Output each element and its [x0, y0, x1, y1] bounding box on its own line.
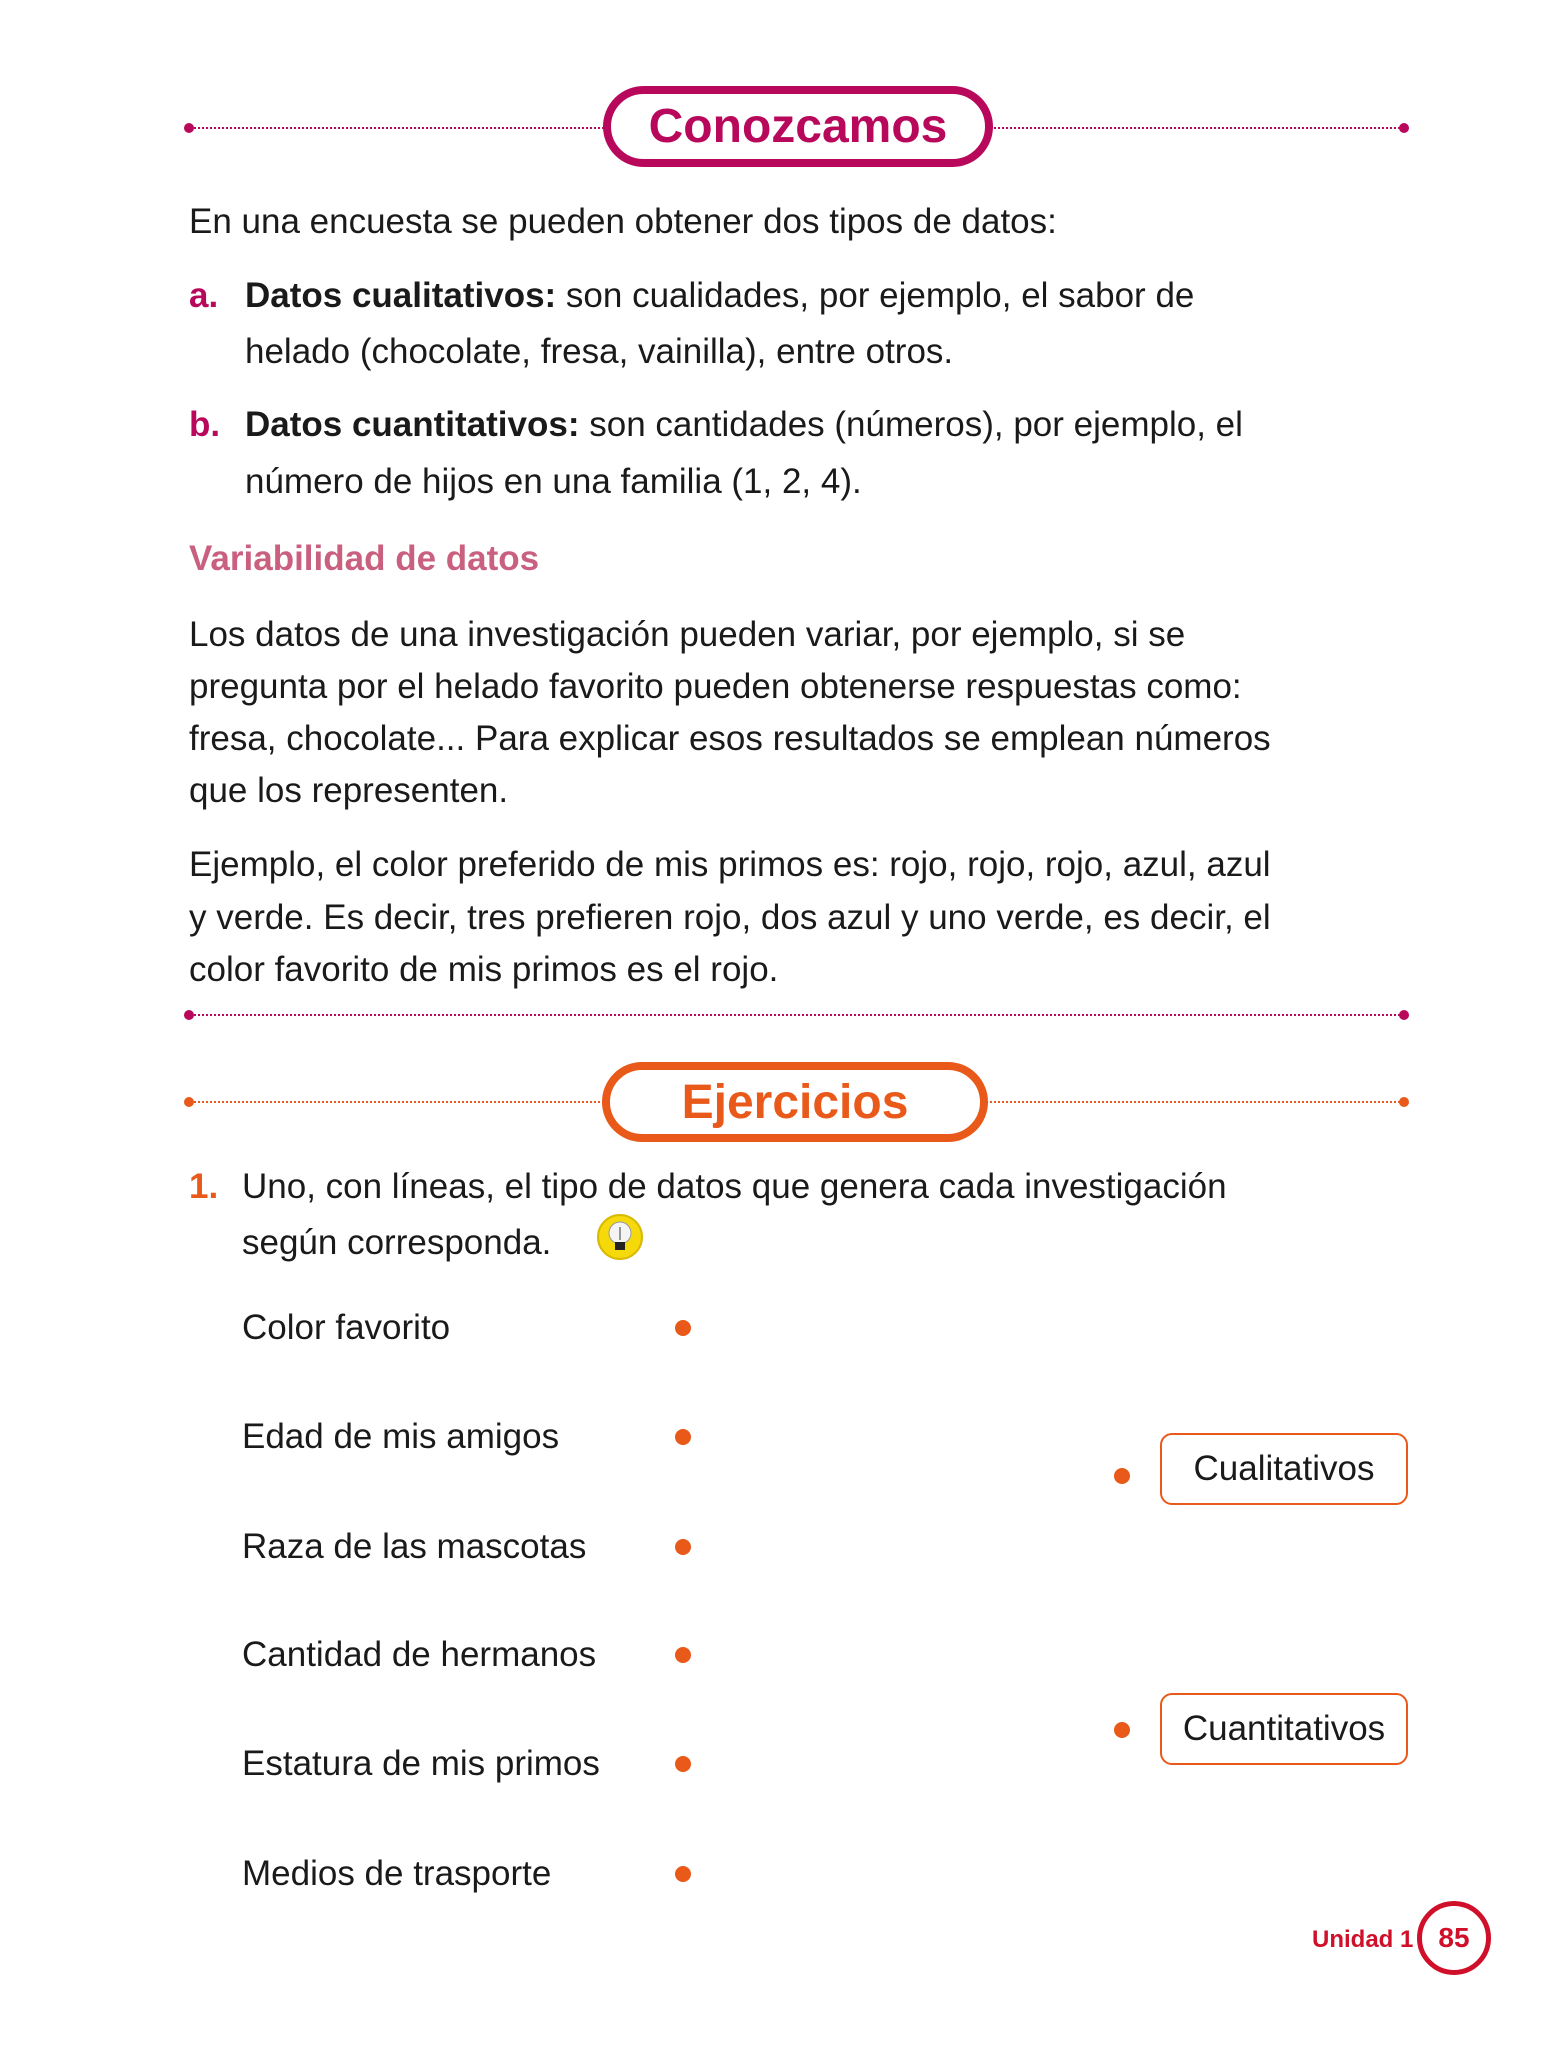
match-item-left: Edad de mis amigos	[242, 1417, 560, 1456]
list-marker: a.	[189, 276, 219, 315]
page-number: 85	[1417, 1901, 1491, 1975]
match-item-left: Color favorito	[242, 1308, 451, 1347]
match-item-left: Cantidad de hermanos	[242, 1635, 597, 1674]
paragraph-line: fresa, chocolate... Para explicar esos resultados se emplean números	[189, 719, 1271, 758]
subtitle: Variabilidad de datos	[189, 539, 540, 578]
match-dot-left[interactable]	[675, 1647, 691, 1663]
match-option-cualitativos: Cualitativos	[1160, 1433, 1408, 1505]
list-marker: b.	[189, 405, 221, 444]
match-dot-left[interactable]	[675, 1429, 691, 1445]
term: Datos cuantitativos:	[245, 405, 580, 444]
section-title-conozcamos: Conozcamos	[603, 86, 993, 167]
match-item-left: Raza de las mascotas	[242, 1527, 587, 1566]
divider-dot	[184, 123, 194, 133]
definition-text: número de hijos en una familia (1, 2, 4).	[245, 462, 862, 501]
exercise-instruction: según corresponda.	[242, 1223, 552, 1262]
paragraph-line: Los datos de una investigación pueden variar, por ejemplo, si se	[189, 615, 1186, 654]
definition-text: son cualidades, por ejemplo, el sabor de	[556, 276, 1195, 315]
match-item-left: Medios de trasporte	[242, 1854, 552, 1893]
match-dot-right[interactable]	[1114, 1468, 1130, 1484]
definition-text: son cantidades (números), por ejemplo, el	[579, 405, 1243, 444]
match-option-cuantitativos: Cuantitativos	[1160, 1693, 1408, 1765]
lightbulb-icon	[596, 1213, 644, 1261]
match-dot-right[interactable]	[1114, 1722, 1130, 1738]
definition-quantitative	[245, 399, 1243, 451]
match-item-left: Estatura de mis primos	[242, 1744, 600, 1783]
section-title-ejercicios: Ejercicios	[602, 1062, 988, 1142]
match-dot-left[interactable]	[675, 1756, 691, 1772]
paragraph-line: y verde. Es decir, tres prefieren rojo, dos azul y uno verde, es decir, el	[189, 898, 1271, 937]
unit-label: Unidad 1	[1312, 1926, 1414, 1953]
paragraph-line: Ejemplo, el color preferido de mis primos es: rojo, rojo, rojo, azul, azul	[189, 845, 1271, 884]
divider-dot	[1399, 1097, 1409, 1107]
term: Datos cualitativos:	[245, 276, 557, 315]
exercise-number: 1.	[189, 1167, 219, 1206]
divider-dot	[184, 1097, 194, 1107]
section-divider	[190, 1014, 1404, 1016]
intro-text: En una encuesta se pueden obtener dos tipos de datos:	[189, 202, 1057, 241]
definition-text: helado (chocolate, fresa, vainilla), entre otros.	[245, 332, 954, 371]
match-dot-left[interactable]	[675, 1320, 691, 1336]
paragraph-line: color favorito de mis primos es el rojo.	[189, 950, 779, 989]
match-dot-left[interactable]	[675, 1539, 691, 1555]
match-dot-left[interactable]	[675, 1866, 691, 1882]
paragraph-line: que los representen.	[189, 771, 509, 810]
divider-dot	[1399, 1010, 1409, 1020]
divider-dot	[184, 1010, 194, 1020]
divider-dot	[1399, 123, 1409, 133]
definition-qualitative	[245, 270, 1194, 322]
exercise-instruction: Uno, con líneas, el tipo de datos que genera cada investigación	[242, 1167, 1227, 1206]
paragraph-line: pregunta por el helado favorito pueden obtenerse respuestas como:	[189, 667, 1242, 706]
